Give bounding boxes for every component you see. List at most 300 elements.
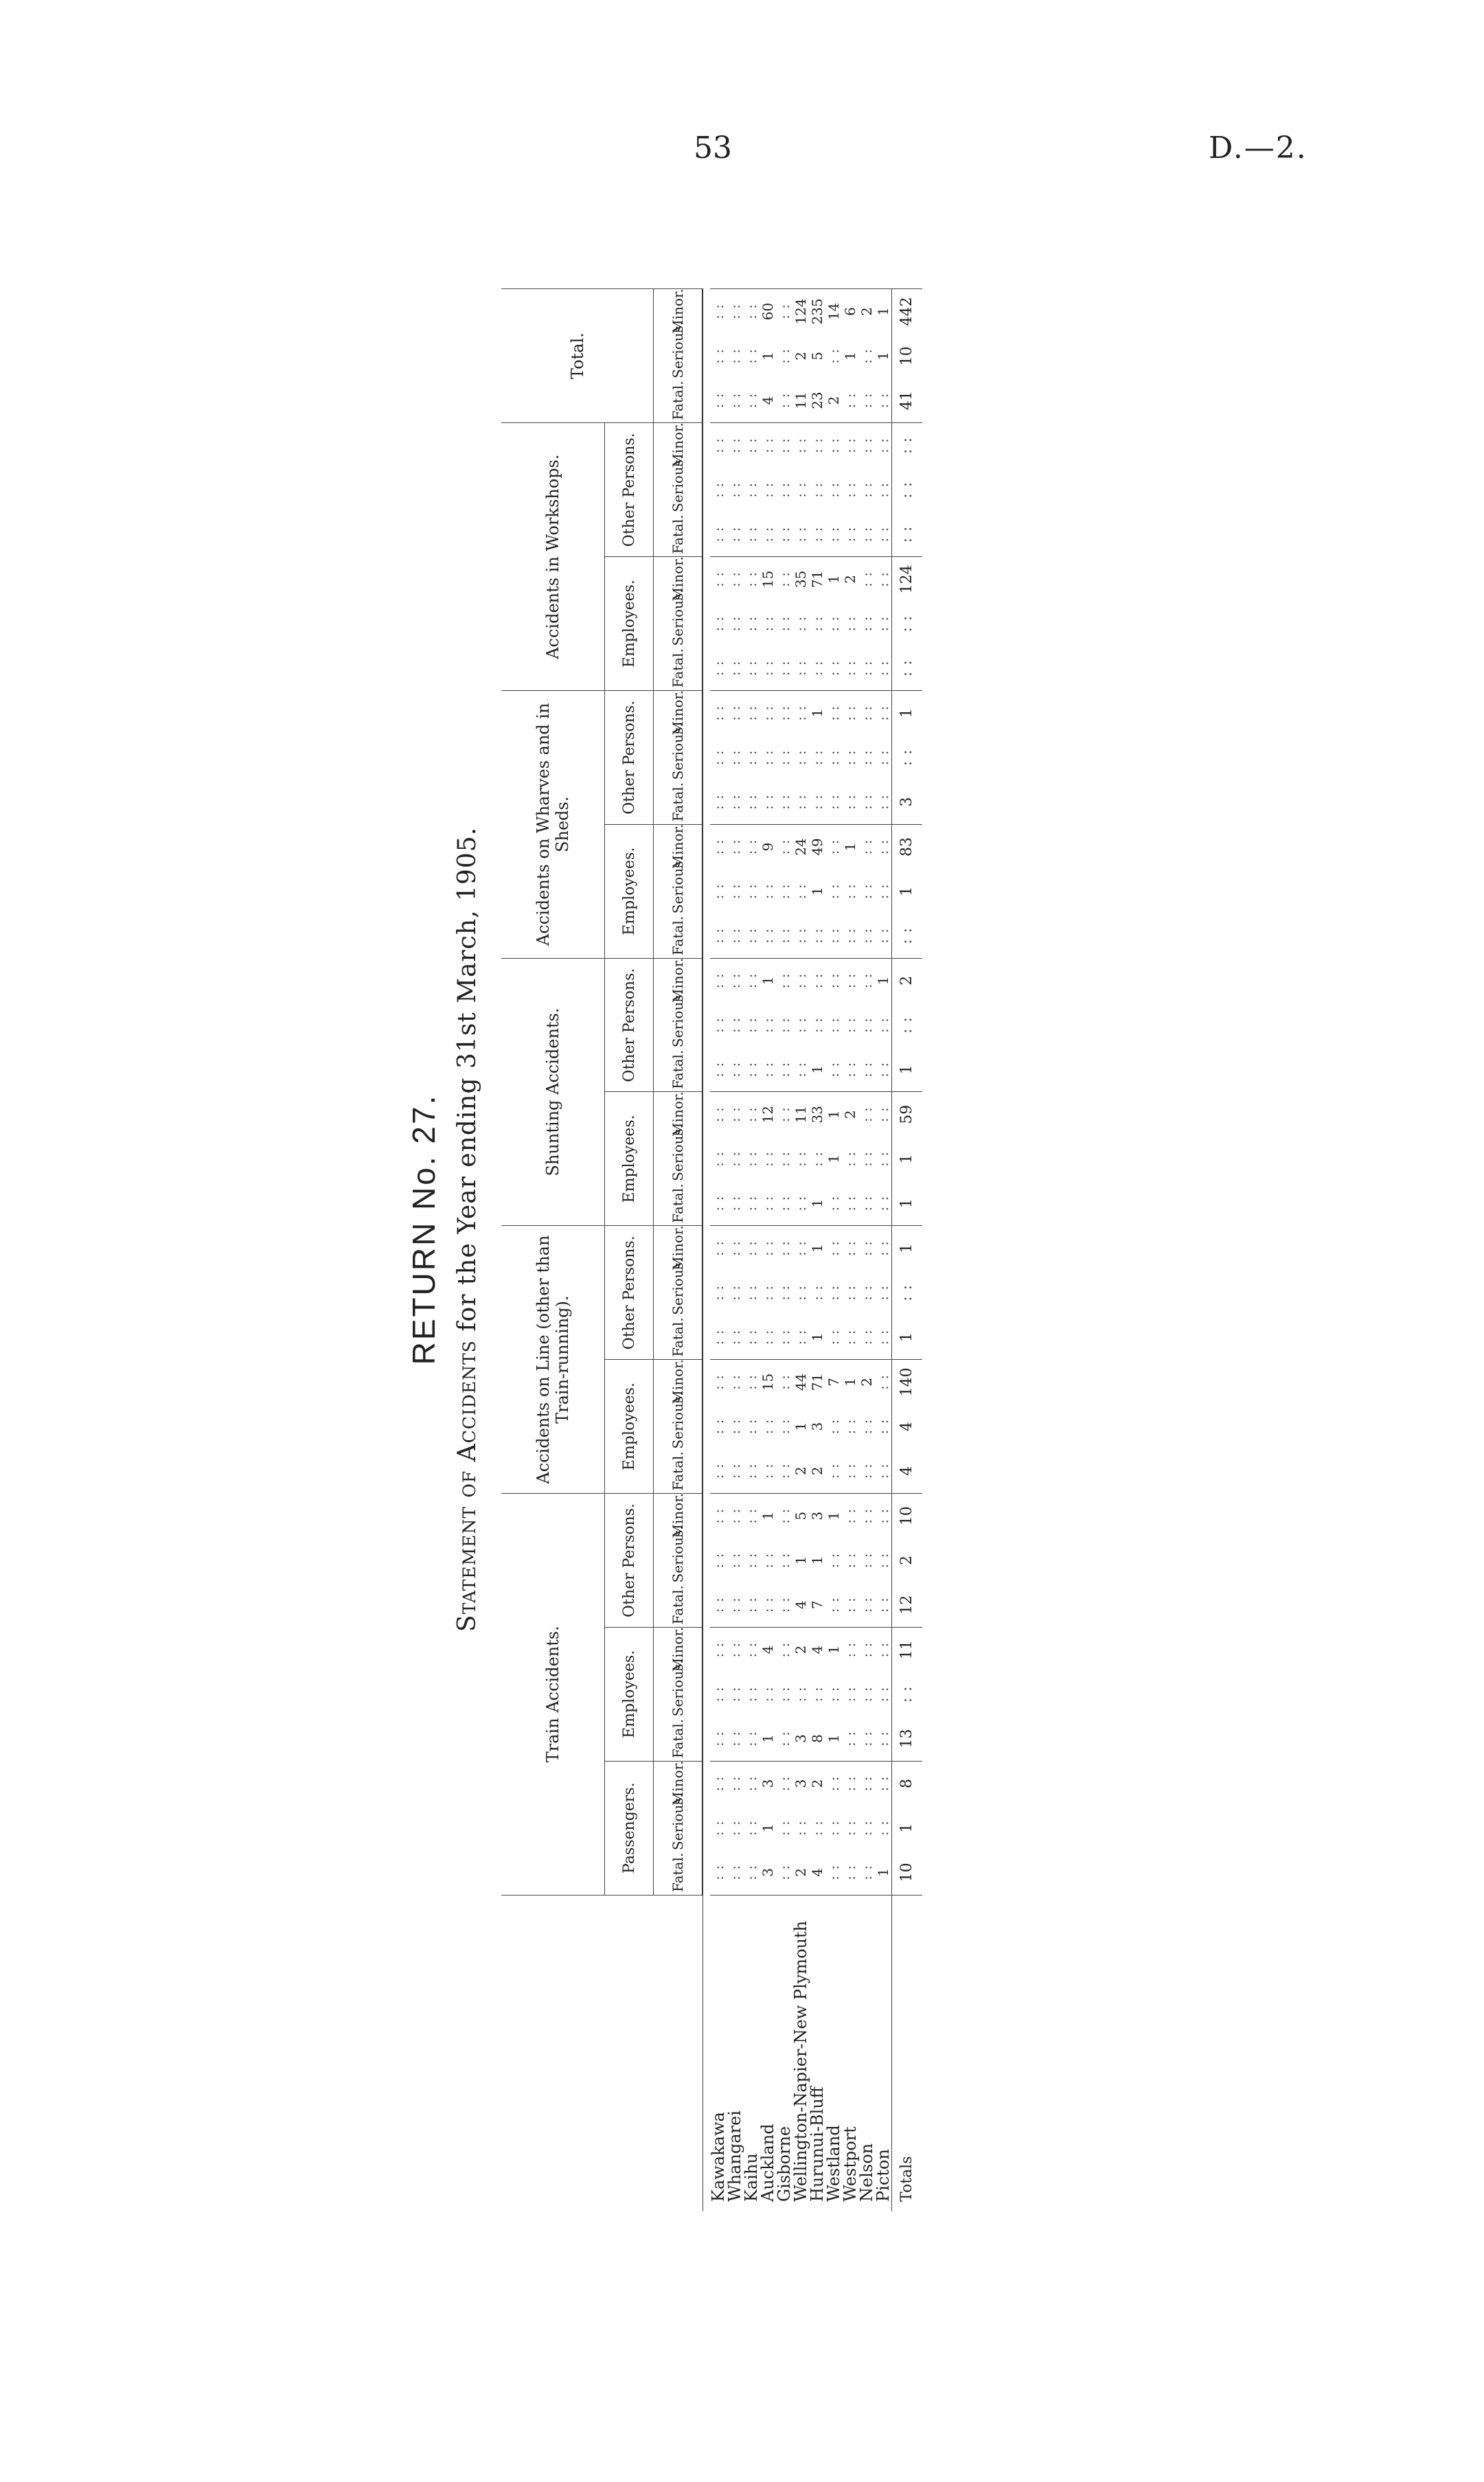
table-cell: : : [743,289,760,334]
table-cell: 6 [842,289,858,334]
station-name: Gisborne [775,2126,794,2202]
table-cell: : : [727,1775,743,1792]
station-name: Westland [824,2125,843,2202]
table-cell: 4 [760,378,776,423]
table-cell: : : [743,1850,760,1895]
table-row [842,289,858,2212]
table-cell: : : [809,1284,825,1301]
totals-cell: : : [892,1003,923,1047]
accidents-table [501,288,922,2211]
table-cell: : : [875,1775,891,1792]
table-cell: : : [809,1150,825,1167]
table-cell: : : [858,1850,875,1895]
subgroup-header: Other Persons. [605,690,654,824]
table-cell: 1 [875,976,891,986]
table-cell: : : [875,839,891,855]
table-cell: : : [825,481,842,498]
table-cell: : : [727,749,743,766]
kind-header: Serious. [654,1404,703,1449]
table-cell: : : [710,1507,727,1524]
table-cell: : : [825,972,842,989]
table-cell: : : [792,972,809,989]
table-cell: : : [776,512,792,557]
table-cell: : : [858,512,875,557]
table-cell: : : [792,481,809,498]
table-cell: : : [743,1315,760,1360]
table-cell: : : [710,1017,727,1034]
table-cell: : : [858,839,875,855]
table-cell: : : [776,1820,792,1836]
table-cell: : : [875,1017,891,1034]
table-cell: : : [760,883,776,900]
table-cell: 2 [858,1378,875,1387]
kind-header: Serious. [654,1806,703,1850]
table-cell: : : [858,705,875,721]
table-cell: : : [809,779,825,824]
table-cell: : : [776,646,792,691]
table-cell: : : [792,749,809,766]
table-cell: : : [710,378,727,423]
table-cell: : : [858,1449,875,1494]
table-cell: 35 [792,570,809,589]
table-cell: : : [858,1315,875,1360]
table-row [727,289,743,2212]
table-cell: : : [743,883,760,900]
table-cell: : : [760,1150,776,1167]
table-cell: : : [710,1686,727,1703]
table-cell: : : [792,1240,809,1256]
table-cell: 7 [825,1378,842,1387]
kind-header: Fatal. [654,1449,703,1494]
table-cell: 1 [760,976,776,986]
table-cell: : : [792,1315,809,1360]
table-cell: : : [727,1583,743,1628]
totals-cell: 3 [892,779,923,824]
kind-header: Serious. [654,602,703,646]
table-cell: : : [842,1641,858,1658]
table-cell: : : [842,437,858,453]
totals-cell: 83 [892,824,923,869]
kind-header: Fatal. [654,378,703,423]
group-header: Accidents on Wharves and in Sheds. [501,690,605,958]
kind-header: Minor. [654,690,703,735]
table-cell: : : [727,1240,743,1256]
table-cell: : : [727,1850,743,1895]
table-cell: 1 [825,1110,842,1119]
table-cell: : : [825,437,842,453]
table-cell: : : [825,1047,842,1092]
table-cell: : : [743,348,760,364]
table-cell: : : [842,779,858,824]
table-cell: : : [875,1716,892,1761]
table-cell: : : [842,1315,858,1360]
table-cell: : : [760,1686,776,1703]
table-cell: : : [727,1150,743,1167]
table-cell: : : [875,1374,891,1390]
table-cell: : : [727,437,743,453]
table-cell: : : [842,913,858,958]
table-cell: : : [776,1850,792,1895]
table-cell: : : [710,1106,727,1123]
kind-header: Serious. [654,869,703,913]
kind-header: Minor. [654,557,703,602]
table-cell: 15 [760,1373,776,1391]
totals-cell: 2 [892,1538,923,1583]
table-cell: : : [858,1047,875,1092]
table-cell: : : [727,1418,743,1435]
table-cell: 60 [760,289,776,334]
table-cell: 1 [809,1047,825,1092]
table-cell: : : [858,646,875,691]
table-cell: : : [727,883,743,900]
table-cell: 71 [809,1373,825,1391]
table-cell: 1 [760,1823,776,1833]
table-cell: 3 [792,1716,809,1761]
table-cell: : : [743,972,760,989]
table-cell: : : [727,1315,743,1360]
totals-cell: 13 [892,1716,923,1761]
table-cell: : : [825,1181,842,1226]
table-cell: : : [727,1820,743,1836]
kind-header: Serious. [654,334,703,378]
table-cell: : : [825,1017,842,1034]
totals-cell: 10 [892,334,923,378]
table-cell: : : [776,1150,792,1167]
table-cell: : : [825,348,842,364]
table-cell: : : [727,1507,743,1524]
table-cell: : : [776,1583,792,1628]
totals-cell: 12 [892,1583,923,1628]
group-header: Total. [501,289,654,423]
table-cell: : : [776,1641,792,1658]
kind-header: Fatal. [654,1583,703,1628]
table-cell: : : [842,1775,858,1792]
table-cell: : : [875,1418,891,1435]
table-cell: : : [842,646,858,691]
table-cell: : : [743,1181,760,1226]
table-cell: : : [776,1106,792,1123]
subgroup-header: Other Persons. [605,958,654,1092]
table-cell: : : [792,646,809,691]
table-cell: : : [825,1449,842,1494]
table-cell: : : [727,1686,743,1703]
table-cell: : : [825,705,842,721]
table-cell: 1 [842,1378,858,1387]
table-cell: 14 [825,289,842,334]
kind-header: Minor. [654,423,703,468]
totals-cell: 10 [892,1850,923,1895]
table-cell: 15 [760,570,776,589]
table-cell: : : [858,1106,875,1123]
table-cell: : : [842,1686,858,1703]
table-cell: : : [710,1418,727,1435]
table-cell: : : [842,883,858,900]
subgroup-header: Other Persons. [605,1226,654,1360]
table-cell: : : [710,615,727,632]
table-cell: 1 [809,887,825,896]
kind-header: Serious. [654,736,703,780]
table-cell: : : [875,1820,891,1836]
table-cell: 4 [792,1583,809,1628]
table-row [875,289,892,2212]
table-cell: : : [727,705,743,721]
table-row [710,289,727,2212]
table-cell: : : [792,1686,809,1703]
table-cell: : : [825,646,842,691]
table-cell: 4 [809,1645,825,1654]
table-cell: : : [743,1047,760,1092]
table-cell: : : [760,779,776,824]
table-cell: : : [743,839,760,855]
table-row [858,289,875,2212]
table-cell: : : [875,646,892,691]
table-cell: : : [875,1150,891,1167]
table-cell: : : [743,378,760,423]
kind-header: Minor. [654,1627,703,1672]
table-cell: : : [743,1374,760,1390]
kind-header: Minor. [654,1761,703,1806]
table-cell: 12 [760,1106,776,1124]
station-name: Whangarei [725,2110,744,2202]
table-cell: 1 [875,289,892,334]
table-cell: 124 [792,289,809,334]
table-cell: : : [743,646,760,691]
table-cell: : : [727,615,743,632]
table-cell: : : [760,1017,776,1034]
table-cell: : : [842,1284,858,1301]
totals-cell: 124 [892,557,923,602]
table-cell: 1 [875,352,891,361]
table-cell: : : [743,1106,760,1123]
station-name: Auckland [758,2124,777,2202]
table-cell: : : [842,1449,858,1494]
table-cell: : : [727,1284,743,1301]
table-cell: : : [760,1315,776,1360]
table-cell: : : [792,913,809,958]
table-cell: 1 [842,842,858,852]
table-cell: 3 [809,1511,825,1521]
table-cell: : : [710,1150,727,1167]
table-cell: : : [858,1552,875,1569]
table-cell: : : [760,615,776,632]
table-cell: : : [825,749,842,766]
kind-header: Fatal. [654,1716,703,1761]
table-cell: : : [875,1641,891,1658]
table-cell: 23 [809,378,825,423]
table-cell: : : [809,615,825,632]
kind-header: Fatal. [654,512,703,557]
totals-cell: 4 [892,1449,923,1494]
subgroup-header: Employees. [605,1092,654,1226]
table-cell: : : [809,749,825,766]
table-cell: : : [743,749,760,766]
table-cell: : : [743,1017,760,1034]
totals-cell: 59 [892,1092,923,1137]
table-cell: 3 [760,1779,776,1788]
table-cell: : : [760,1181,776,1226]
table-cell: : : [842,972,858,989]
table-cell: 4 [809,1850,825,1895]
table-cell: : : [792,512,809,557]
totals-cell: 1 [892,1181,923,1226]
table-cell: : : [760,1583,776,1628]
table-cell: : : [776,571,792,587]
table-cell: : : [710,779,727,824]
table-row [809,289,825,2212]
table-cell: : : [792,1047,809,1092]
table-cell: : : [743,1583,760,1628]
table-cell: : : [842,705,858,721]
group-header: Accidents on Line (other than Train-running). [501,1226,605,1494]
table-cell: : : [875,571,891,587]
table-cell: : : [792,705,809,721]
table-cell: : : [760,512,776,557]
table-cell: 3 [809,1422,825,1431]
table-cell: : : [776,749,792,766]
table-cell: 1 [809,1244,825,1253]
table-cell: : : [809,913,825,958]
table-cell: : : [776,705,792,721]
table-cell: : : [710,289,727,334]
table-cell: : : [842,1552,858,1569]
table-cell: : : [858,437,875,453]
table-cell: : : [858,749,875,766]
group-header: Train Accidents. [501,1494,605,1895]
table-cell: : : [875,1507,891,1524]
table-cell: : : [727,378,743,423]
table-cell: : : [776,1315,792,1360]
table-cell: : : [842,1181,858,1226]
totals-cell: 1 [892,869,923,913]
table-cell: : : [875,779,892,824]
table-cell: : : [743,1284,760,1301]
table-cell: : : [792,1150,809,1167]
table-cell: : : [858,1418,875,1435]
table-cell: : : [825,779,842,824]
table-cell: : : [776,839,792,855]
table-cell: : : [792,1181,809,1226]
page-number: 53 [694,130,732,166]
table-cell: 9 [760,842,776,852]
totals-cell: 1 [892,1806,923,1850]
kind-header: Fatal. [654,646,703,691]
table-cell: : : [727,972,743,989]
table-cell: : : [710,512,727,557]
table-cell: : : [858,1240,875,1256]
kind-header: Serious. [654,1137,703,1181]
table-cell: : : [727,1552,743,1569]
table-cell: : : [743,705,760,721]
table-cell: : : [858,1150,875,1167]
table-cell: : : [842,1150,858,1167]
table-cell: : : [710,437,727,453]
table-cell: : : [710,1716,727,1761]
subgroup-header: Employees. [605,557,654,691]
table-cell: : : [875,378,892,423]
table-cell: 1 [809,708,825,718]
table-cell: : : [825,1775,842,1792]
station-name: Hurunui-Bluff [808,2086,827,2202]
table-cell: 2 [825,378,842,423]
table-cell: 1 [825,575,842,584]
table-row [743,289,760,2212]
table-cell: : : [776,615,792,632]
table-cell: : : [875,1284,891,1301]
kind-header: Fatal. [654,779,703,824]
table-cell: : : [710,1820,727,1836]
table-cell: : : [710,705,727,721]
table-cell: : : [776,481,792,498]
table-cell: : : [842,615,858,632]
totals-cell: : : [892,468,923,512]
table-cell: : : [792,1284,809,1301]
table-cell: : : [858,1284,875,1301]
subgroup-header: Other Persons. [605,423,654,557]
kind-header: Serious. [654,1538,703,1583]
table-cell: : : [760,1449,776,1494]
table-cell: : : [875,1552,891,1569]
table-cell: : : [825,1583,842,1628]
table-cell: : : [792,883,809,900]
table-cell: : : [825,615,842,632]
kind-header: Minor. [654,1360,703,1404]
kind-header: Serious. [654,1003,703,1047]
group-header: Accidents in Workshops. [501,423,605,691]
table-cell: : : [875,1240,891,1256]
table-cell: : : [825,839,842,855]
table-cell: : : [875,1686,891,1703]
table-cell: : : [809,972,825,989]
subgroup-header: Employees. [605,1627,654,1761]
table-cell: : : [727,1641,743,1658]
table-cell: : : [710,1850,727,1895]
station-name: Kaihu [742,2153,761,2202]
table-cell: : : [727,779,743,824]
table-cell: 1 [809,1315,825,1360]
return-title: RETURN No. 27. [406,1093,442,1365]
table-cell: : : [776,348,792,364]
station-name: Westport [841,2126,860,2202]
table-cell: : : [809,512,825,557]
table-cell: : : [825,913,842,958]
table-cell: : : [776,289,792,334]
table-cell: 3 [760,1850,776,1895]
kind-header: Serious. [654,1672,703,1716]
table-cell: 235 [809,289,825,334]
table-row [825,289,842,2212]
table-cell: : : [743,1641,760,1658]
table-cell: 5 [792,1511,809,1521]
table-cell: : : [743,571,760,587]
station-name: Kawakawa [709,2112,728,2202]
table-cell: : : [825,1850,842,1895]
kind-header: Minor. [654,958,703,1003]
table-cell: 24 [792,838,809,856]
table-cell: : : [760,1552,776,1569]
totals-label: Totals [892,1895,923,2211]
table-cell: : : [842,1240,858,1256]
table-cell: : : [776,1775,792,1792]
table-cell: : : [727,1716,743,1761]
table-cell: : : [710,1374,727,1390]
table-cell: 44 [792,1373,809,1391]
table-cell: : : [858,1181,875,1226]
table-cell: : : [743,1150,760,1167]
table-cell: : : [710,883,727,900]
totals-cell: 1 [892,1315,923,1360]
table-cell: : : [875,512,892,557]
table-cell: 1 [809,1181,825,1226]
